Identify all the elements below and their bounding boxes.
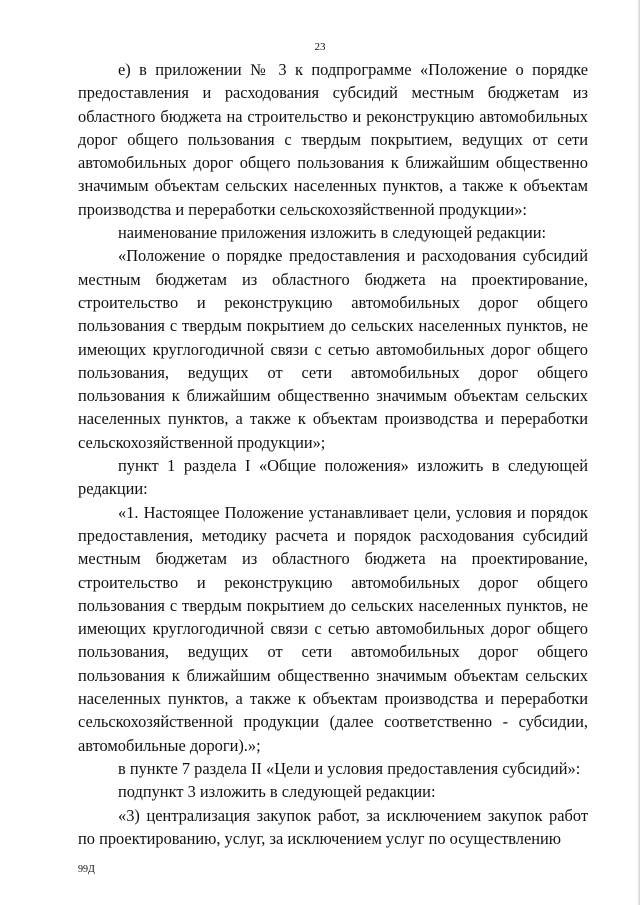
document-body (78, 58, 588, 850)
paragraph-new-title: «Положение о порядке предоставления и расходования субсидий местным бюджетам из областного бюджета на проектирование, строительство и реконструкцию автомобильных дорог общего пользования с твердым покрытием до сельских населенных пунктов, не имеющих круглогодичной связи с сетью автомобильных дорог общего пользования, ведущих от сети автомобильных дорог общего пользования к ближайшим общественно значимым объектам сельских населенных пунктов, а также к объектам производства и переработки сельскохозяйственной продукции»; (78, 246, 588, 452)
page-number: 23 (314, 41, 326, 53)
paragraph-subpoint-3-instruction: подпункт 3 изложить в следующей редакции: (118, 782, 436, 802)
footer-code: 99Д (78, 864, 95, 875)
paragraph-point-1-instruction: пункт 1 раздела I «Общие положения» изложить в следующей редакции: (78, 456, 588, 499)
paragraph-amendment-e: е) в приложении № 3 к подпрограмме «Положение о порядке предоставления и расходования субсидий местным бюджетам из областного бюджета на строительство и реконструкцию автомобильных дорог общего пользования с твердым покрытием, ведущих от сети автомобильных дорог общего пользования к ближайшим общественно значимым объектам сельских населенных пунктов, а также к объектам производства и переработки сельскохозяйственной продукции»: (78, 60, 588, 219)
paragraph-title-instruction: наименование приложения изложить в следующей редакции: (118, 223, 547, 243)
paragraph-point-1-text: «1. Настоящее Положение устанавливает цели, условия и порядок предоставления, методику расчета и порядок расходования субсидий местным бюджетам из областного бюджета на проектирование, строительство и реконструкцию автомобильных дорог общего пользования с твердым покрытием до сельских населенных пунктов, не имеющих круглогодичной связи с сетью автомобильных дорог общего пользования, ведущих от сети автомобильных дорог общего пользования к ближайшим общественно значимым объектам сельских населенных пунктов, а также к объектам производства и переработки сельскохозяйственной продукции (далее соответственно - субсидии, автомобильные дороги).»; (78, 502, 588, 755)
paragraph-point-7-instruction: в пункте 7 раздела II «Цели и условия предоставления субсидий»: (118, 758, 581, 778)
paragraph-subpoint-3-text: «3) централизация закупок работ, за исключением закупок работ по проектированию, услуг, за исключением услуг по осуществлению (78, 805, 588, 848)
